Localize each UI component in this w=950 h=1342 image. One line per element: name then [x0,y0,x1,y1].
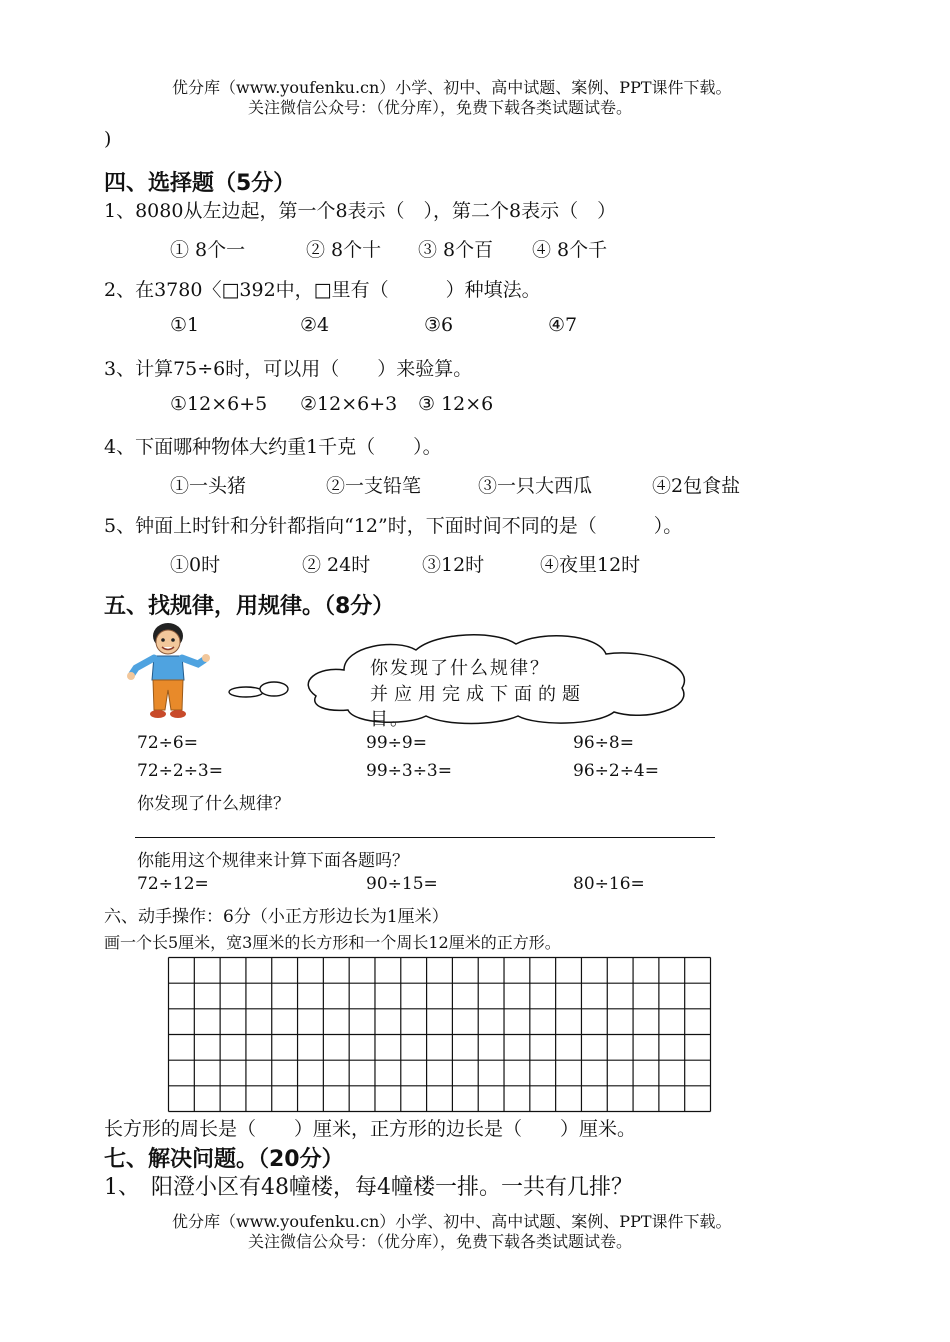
pattern-expr: 72÷2÷3= [137,761,223,781]
pattern-expr: 96÷2÷4= [573,761,659,781]
pattern-expr: 72÷6= [137,733,198,753]
q4-5-option: ④夜里12时 [540,554,641,576]
drawing-grid[interactable] [167,956,712,1114]
q4-4-option: ②一支铅笔 [326,475,422,497]
q4-3-option: ③ 12×6 [418,393,494,415]
q4-1-option: ④ 8个千 [532,239,608,261]
q4-3-text: 3、计算75÷6时，可以用（ ）来验算。 [104,358,473,380]
section6-answer-line: 长方形的周长是（ ）厘米，正方形的边长是（ ）厘米。 [104,1118,637,1140]
q4-4-text: 4、下面哪种物体大约重1千克（ ）。 [104,436,442,458]
bubble-line-2: 并应用完成下面的题 [370,684,586,705]
q4-5-option: ② 24时 [302,554,371,576]
section6-title: 六、动手操作：6分（小正方形边长为1厘米） [104,907,449,927]
apply-expr: 80÷16= [573,874,645,894]
q4-5-text: 5、钟面上时针和分针都指向“12”时，下面时间不同的是（ ）。 [104,515,683,537]
q4-5-option: ③12时 [422,554,485,576]
pattern-expr: 99÷9= [366,733,427,753]
apply-expr: 90÷15= [366,874,438,894]
q4-5-option: ①0时 [170,554,221,576]
footer-line-2: 关注微信公众号：（优分库），免费下载各类试题试卷。 [248,1232,633,1251]
stray-paren: ) [104,128,112,150]
section7-q1: 1、 阳澄小区有48幢楼，每4幢楼一排。一共有几排？ [104,1175,633,1200]
q4-4-option: ①一头猪 [170,475,247,497]
q4-2-text: 2、在3780〈□392中，□里有（ ）种填法。 [104,279,541,301]
q4-2-option: ②4 [300,314,330,336]
q4-4-option: ④2包食盐 [652,475,741,497]
q4-1-option: ① 8个一 [170,239,246,261]
footer-line-1: 优分库（www.youfenku.cn）小学、初中、高中试题、案例、PPT课件下载。 [172,1212,732,1231]
q4-3-option: ①12×6+5 [170,393,268,415]
q4-2-option: ①1 [170,314,200,336]
q4-4-option: ③一只大西瓜 [478,475,593,497]
q4-1-text: 1、8080从左边起，第一个8表示（ ），第二个8表示（ ） [104,200,617,222]
found-prompt: 你发现了什么规律？ [137,794,290,814]
bubble-line-3: 目。 [370,709,410,730]
q4-2-option: ③6 [424,314,454,336]
header-line-1: 优分库（www.youfenku.cn）小学、初中、高中试题、案例、PPT课件下载。 [172,78,732,97]
pattern-expr: 99÷3÷3= [366,761,452,781]
pattern-expr: 96÷8= [573,733,634,753]
header-line-2: 关注微信公众号：（优分库），免费下载各类试题试卷。 [248,98,633,117]
q4-2-option: ④7 [548,314,578,336]
section5-title: 五、找规律，用规律。（8分） [104,594,395,619]
q4-3-option: ②12×6+3 [300,393,398,415]
apply-prompt: 你能用这个规律来计算下面各题吗？ [137,851,409,871]
q4-1-option: ③ 8个百 [418,239,494,261]
bubble-line-1: 你发现了什么规律？ [370,658,550,679]
q4-1-option: ② 8个十 [306,239,382,261]
answer-line [135,837,715,838]
section7-title: 七、解决问题。（20分） [104,1147,344,1172]
section4-title: 四、选择题（5分） [104,171,296,196]
boy-illustration [126,618,210,722]
apply-expr: 72÷12= [137,874,209,894]
section6-instruction: 画一个长5厘米，宽3厘米的长方形和一个周长12厘米的正方形。 [104,933,561,952]
